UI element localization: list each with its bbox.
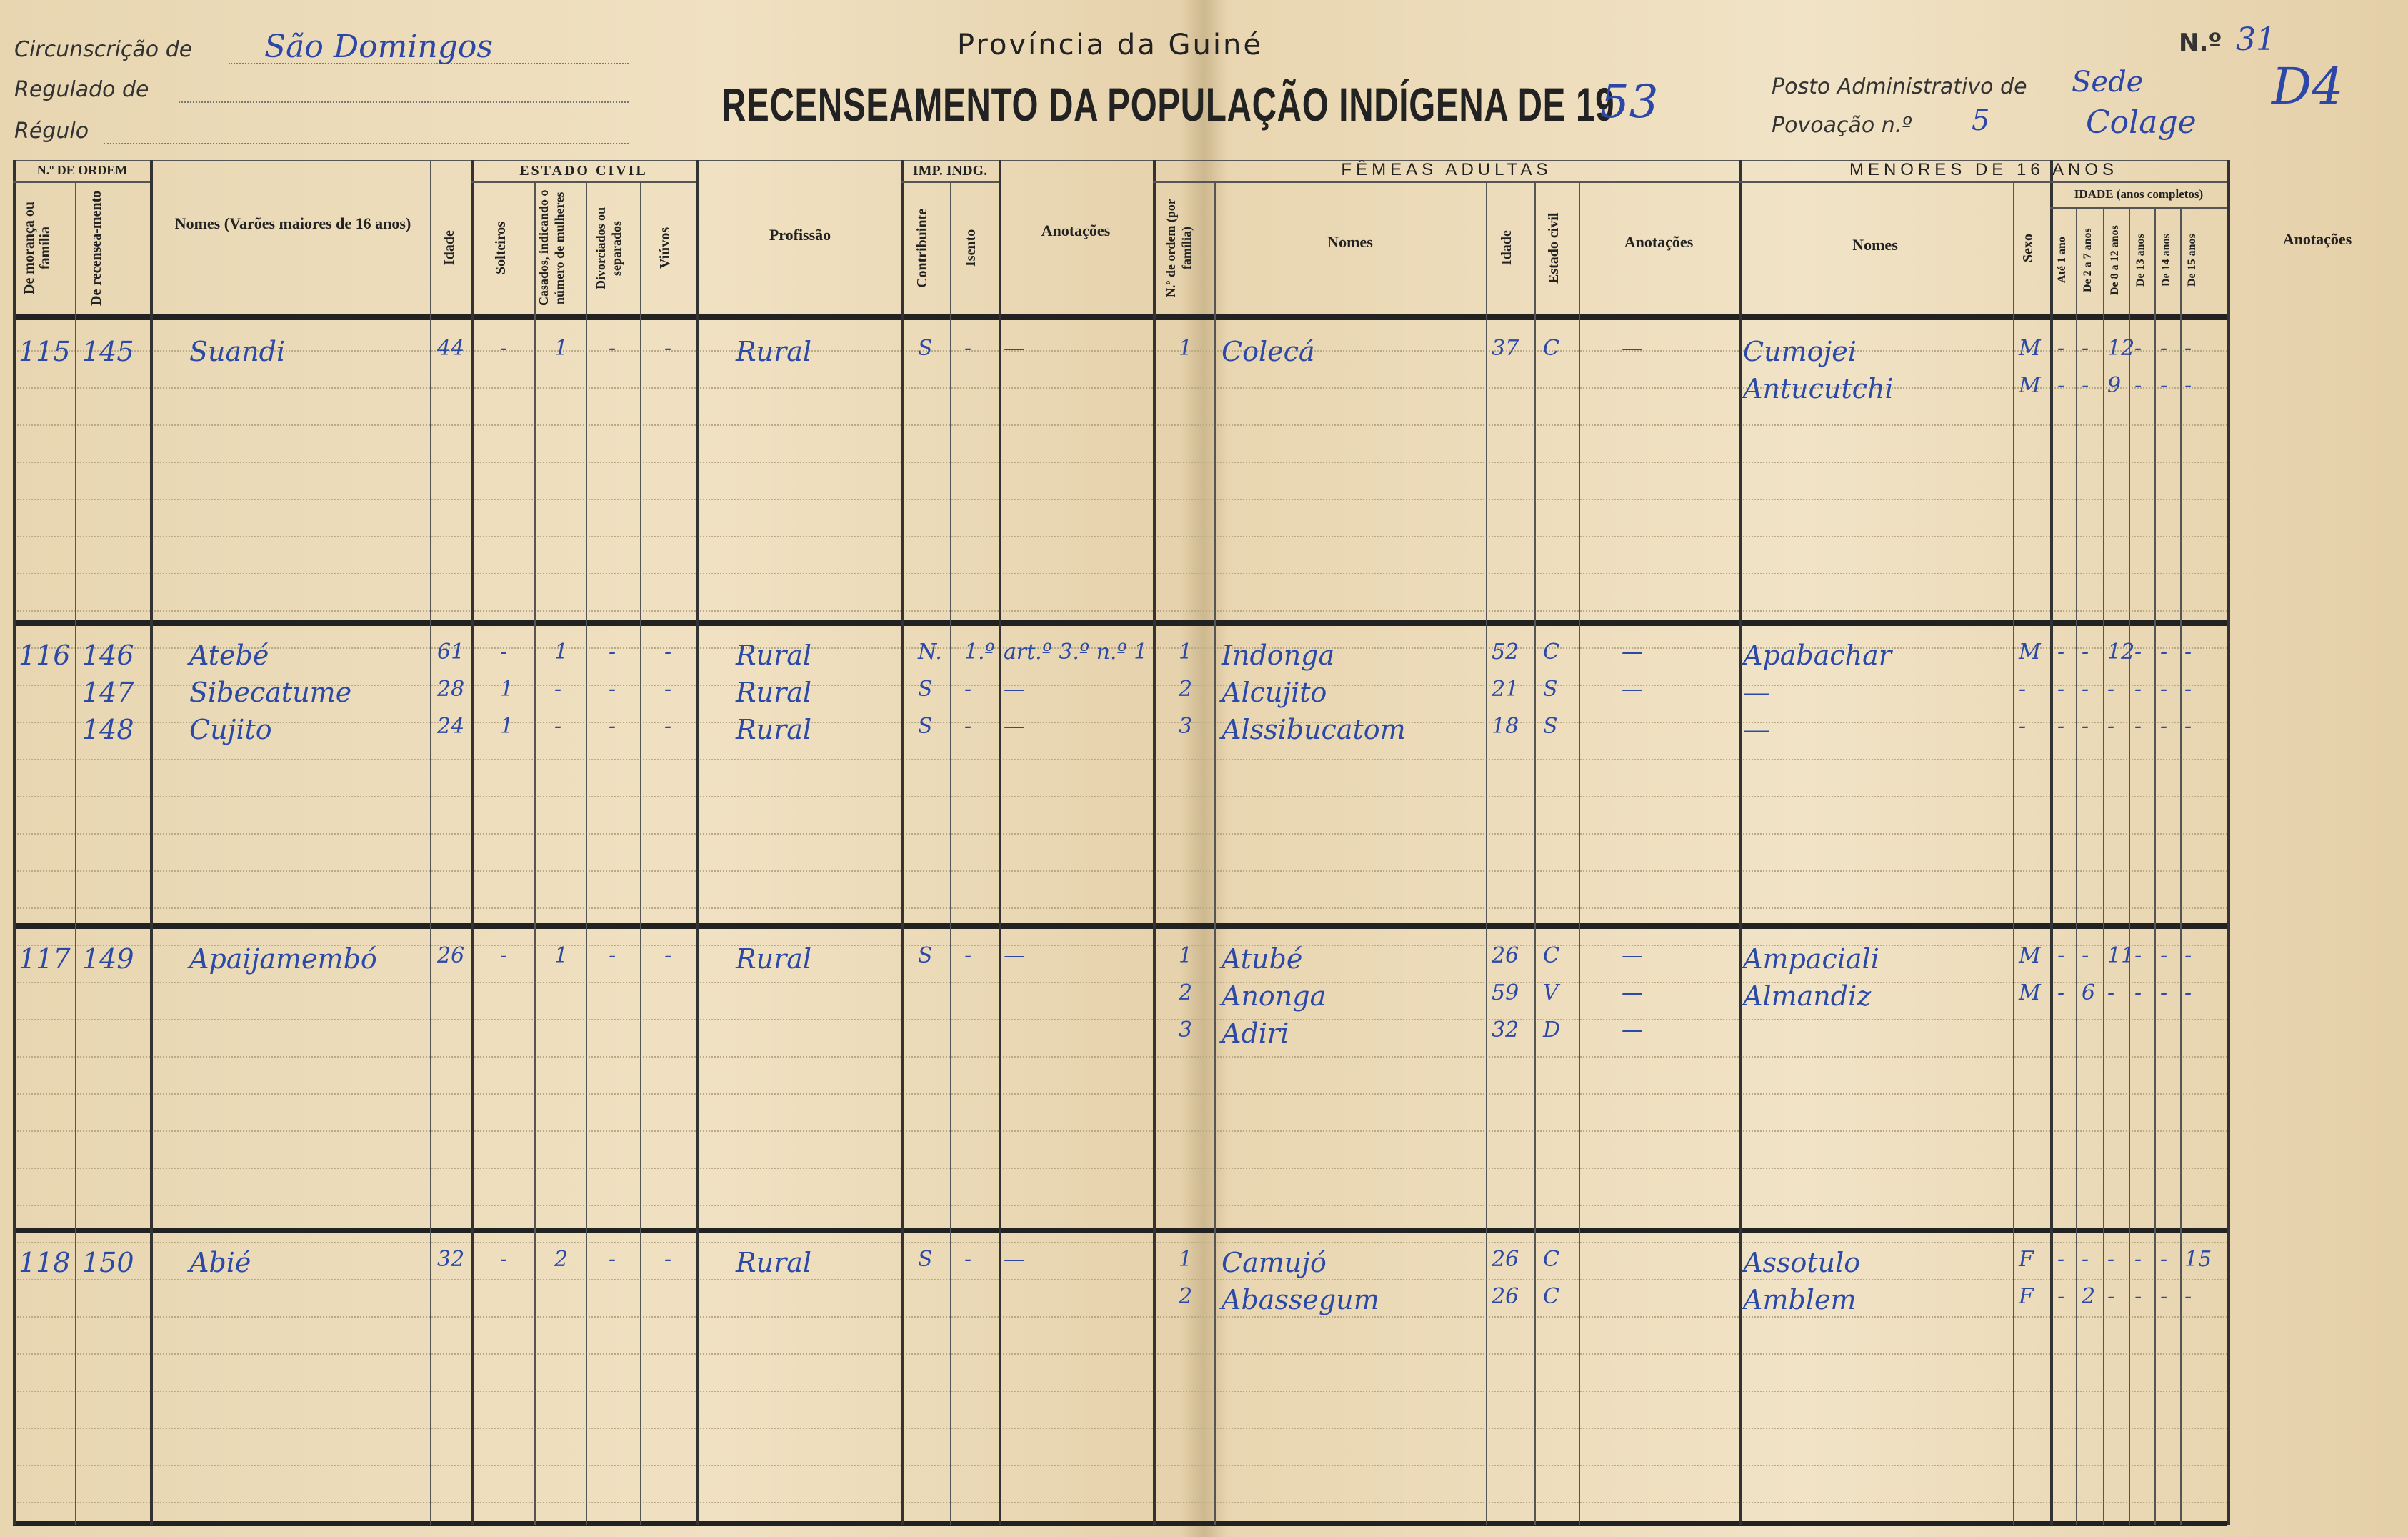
female-age: 26: [1492, 943, 1519, 968]
female-civil-status: C: [1543, 640, 1559, 665]
ruled-line: [14, 1316, 2227, 1318]
ruled-line: [14, 796, 2227, 797]
profissao-value: Rural: [736, 714, 812, 745]
female-civil-status: S: [1543, 714, 1558, 739]
col-rule: [696, 160, 699, 1525]
female-civil-status: C: [1543, 336, 1559, 361]
minor-age-8-12: -: [2107, 677, 2115, 702]
col-moranca: De morança ou família: [21, 202, 53, 294]
female-age: 26: [1492, 1247, 1519, 1272]
table-bottom-rule: [13, 1521, 2227, 1526]
man-name: Atebé: [189, 640, 269, 671]
col-rule: [1579, 181, 1580, 1525]
circunscricao-value: São Domingos: [264, 29, 493, 65]
posto-value: Sede: [2072, 66, 2144, 99]
divorciado-mark: -: [609, 714, 616, 739]
corner-mark: D4: [2272, 57, 2344, 116]
col-rule: [2076, 207, 2077, 1525]
recenseamento-number: 148: [82, 714, 134, 745]
casado-mark: 1: [554, 336, 569, 361]
col-rule: [2227, 160, 2230, 1525]
divorciado-mark: -: [609, 677, 616, 702]
col-rule: [2103, 207, 2104, 1525]
recenseamento-number: 149: [82, 943, 134, 975]
man-age: 24: [437, 714, 465, 739]
minor-age-2-7: -: [2082, 640, 2089, 665]
minor-age-2-7: -: [2082, 714, 2089, 739]
contribuinte-mark: N.: [918, 640, 942, 665]
col-imp-indg: IMP. INDG.: [912, 163, 988, 179]
ruled-line: [14, 1279, 2227, 1280]
ruled-line: [14, 1205, 2227, 1206]
ruled-line: [14, 536, 2227, 537]
female-order-number: 1: [1179, 336, 1193, 361]
man-age: 26: [437, 943, 465, 968]
minor-age-8-12: 9: [2107, 373, 2122, 398]
minor-age-ate1: -: [2057, 943, 2065, 968]
isento-mark: -: [964, 943, 972, 968]
minor-sex: M: [2019, 943, 2041, 968]
minor-name: Ampaciali: [1743, 943, 1879, 975]
ruled-line: [14, 1056, 2227, 1058]
man-anotacao: —: [1004, 714, 1025, 739]
col-idade-femeas: Idade: [1499, 230, 1514, 266]
profissao-value: Rural: [736, 336, 812, 367]
minor-age-14: -: [2160, 943, 2168, 968]
regulo-label: Régulo: [14, 119, 89, 144]
col-viuvos: Viúvos: [657, 227, 673, 269]
recenseamento-number: 145: [82, 336, 134, 367]
minor-age-2-7: -: [2082, 677, 2089, 702]
contribuinte-mark: S: [918, 677, 933, 702]
female-civil-status: S: [1543, 677, 1558, 702]
minor-age-ate1: -: [2057, 1284, 2065, 1309]
female-civil-status: C: [1543, 943, 1559, 968]
minor-sex: -: [2019, 714, 2027, 739]
col-anotacoes: Anotações: [1041, 222, 1111, 239]
minor-age-14: -: [2160, 373, 2168, 398]
profissao-value: Rural: [736, 640, 812, 671]
povoacao-label: Povoação n.º: [1772, 113, 1912, 138]
col-rule: [901, 160, 904, 1525]
female-order-number: 2: [1179, 980, 1193, 1005]
minor-age-14: -: [2160, 714, 2168, 739]
ruled-line: [14, 982, 2227, 983]
solteiro-mark: -: [500, 336, 508, 361]
minor-age-14: -: [2160, 1284, 2168, 1309]
col-rule: [13, 160, 16, 1525]
family-divider: [13, 1228, 2227, 1233]
col-estado-civil: ESTADO CIVIL: [519, 163, 648, 179]
man-name: Sibecatume: [189, 677, 352, 708]
female-civil-status: D: [1543, 1018, 1561, 1043]
col-rule: [586, 181, 587, 1525]
isento-mark: -: [964, 336, 972, 361]
census-title: RECENSEAMENTO DA POPULAÇÃO INDÍGENA DE 19: [721, 78, 1615, 131]
casado-mark: -: [554, 677, 562, 702]
minor-age-ate1: -: [2057, 640, 2065, 665]
col-de-2-a-7: De 2 a 7 anos: [2082, 228, 2094, 292]
female-age: 32: [1492, 1018, 1519, 1043]
female-name: Camujó: [1222, 1247, 1327, 1278]
col-de-13: De 13 anos: [2134, 234, 2147, 287]
solteiro-mark: 1: [500, 677, 514, 702]
moranca-number: 117: [19, 943, 71, 975]
minor-age-14: -: [2160, 640, 2168, 665]
family-divider: [13, 923, 2227, 929]
ruled-line: [14, 387, 2227, 389]
viuvo-mark: -: [664, 1247, 672, 1272]
female-age: 52: [1492, 640, 1519, 665]
col-contribuinte: Contribuinte: [914, 208, 930, 288]
povoacao-number: 5: [1972, 104, 1990, 137]
female-age: 18: [1492, 714, 1519, 739]
female-name: Alcujito: [1222, 677, 1327, 708]
col-nomes-varoes: Nomes (Varões maiores de 16 anos): [174, 214, 411, 232]
man-name: Apaijamembó: [189, 943, 377, 975]
group-rule: [13, 181, 150, 183]
ruled-line: [14, 1242, 2227, 1243]
female-anotacao: —: [1622, 980, 1643, 1005]
female-order-number: 2: [1179, 677, 1193, 702]
group-rule: [2050, 207, 2227, 209]
female-name: Colecá: [1222, 336, 1315, 367]
recenseamento-number: 150: [82, 1247, 134, 1278]
col-rule: [75, 181, 76, 1525]
minor-name: Amblem: [1743, 1284, 1857, 1315]
ruled-line: [14, 462, 2227, 463]
female-order-number: 1: [1179, 943, 1193, 968]
viuvo-mark: -: [664, 714, 672, 739]
col-rule: [1214, 181, 1216, 1525]
col-recenseamento: De recensea-mento: [89, 190, 104, 306]
col-rule: [2050, 160, 2053, 1525]
isento-mark: 1.º: [964, 640, 995, 665]
man-age: 32: [437, 1247, 465, 1272]
col-femeas-adultas: FÊMEAS ADULTAS: [1341, 160, 1552, 179]
recenseamento-number: 146: [82, 640, 134, 671]
man-name: Suandi: [189, 336, 286, 367]
minor-age-15: -: [2184, 980, 2192, 1005]
minor-age-15: -: [2184, 640, 2192, 665]
man-age: 28: [437, 677, 465, 702]
man-name: Cujito: [189, 714, 272, 745]
census-year: 53: [1600, 76, 1659, 129]
minor-age-ate1: -: [2057, 980, 2065, 1005]
female-name: Atubé: [1222, 943, 1303, 975]
col-ordem-familia: N.º de ordem (por família): [1164, 199, 1194, 297]
minor-age-15: -: [2184, 714, 2192, 739]
col-rule: [999, 160, 1001, 1525]
regulado-line: [179, 101, 629, 103]
col-rule: [430, 160, 431, 1525]
viuvo-mark: -: [664, 677, 672, 702]
minor-age-15: -: [2184, 373, 2192, 398]
isento-mark: -: [964, 1247, 972, 1272]
casado-mark: 1: [554, 943, 569, 968]
ruled-line: [14, 1019, 2227, 1020]
ruled-line: [14, 1502, 2227, 1503]
minor-age-15: 15: [2184, 1247, 2212, 1272]
divorciado-mark: -: [609, 943, 616, 968]
minor-age-8-12: -: [2107, 1247, 2115, 1272]
casado-mark: -: [554, 714, 562, 739]
man-anotacao: —: [1004, 677, 1025, 702]
ruled-line: [14, 833, 2227, 835]
man-anotacao: —: [1004, 943, 1025, 968]
moranca-number: 118: [19, 1247, 71, 1278]
minor-sex: M: [2019, 980, 2041, 1005]
col-estado-civil-femeas: Estado civil: [1546, 212, 1562, 284]
ruled-line: [14, 907, 2227, 909]
group-rule: [1739, 181, 2227, 183]
group-rule: [471, 181, 696, 183]
female-anotacao: —: [1622, 336, 1643, 361]
minor-name: Assotulo: [1743, 1247, 1861, 1278]
minor-age-14: -: [2160, 677, 2168, 702]
minor-age-13: -: [2134, 1247, 2142, 1272]
col-rule: [471, 160, 474, 1525]
ruled-line: [14, 1168, 2227, 1169]
col-rule: [640, 181, 641, 1525]
minor-age-ate1: -: [2057, 677, 2065, 702]
ruled-line: [14, 350, 2227, 352]
ruled-line: [14, 1465, 2227, 1466]
divorciado-mark: -: [609, 336, 616, 361]
minor-age-8-12: 11: [2107, 943, 2135, 968]
minor-age-15: -: [2184, 1284, 2192, 1309]
recenseamento-number: 147: [82, 677, 134, 708]
profissao-value: Rural: [736, 943, 812, 975]
minor-name: Apabachar: [1743, 640, 1892, 671]
minor-age-ate1: -: [2057, 1247, 2065, 1272]
minor-age-8-12: 12: [2107, 336, 2135, 361]
col-nomes-femeas: Nomes: [1327, 233, 1373, 251]
solteiro-mark: -: [500, 943, 508, 968]
col-ate-1-ano: Até 1 ano: [2056, 237, 2068, 284]
minor-age-13: -: [2134, 336, 2142, 361]
ruled-line: [14, 722, 2227, 723]
minor-sex: M: [2019, 336, 2041, 361]
minor-age-14: -: [2160, 336, 2168, 361]
female-order-number: 1: [1179, 640, 1193, 665]
col-rule: [1486, 181, 1487, 1525]
viuvo-mark: -: [664, 336, 672, 361]
man-age: 44: [437, 336, 465, 361]
ruled-line: [14, 1428, 2227, 1429]
col-rule: [2013, 181, 2014, 1525]
col-rule: [150, 160, 153, 1525]
header-bottom-rule: [13, 314, 2227, 320]
minor-name: Almandiz: [1743, 980, 1872, 1012]
minor-sex: F: [2019, 1284, 2034, 1309]
col-de-14: De 14 anos: [2160, 234, 2172, 287]
female-age: 21: [1492, 677, 1519, 702]
col-anotacoes-menores: Anotações: [2282, 230, 2352, 248]
profissao-value: Rural: [736, 1247, 812, 1278]
isento-mark: -: [964, 714, 972, 739]
minor-age-ate1: -: [2057, 714, 2065, 739]
ruled-line: [14, 424, 2227, 426]
female-name: Abassegum: [1222, 1284, 1379, 1315]
minor-age-2-7: -: [2082, 943, 2089, 968]
female-age: 37: [1492, 336, 1519, 361]
ruled-line: [14, 499, 2227, 500]
col-nomes-menores: Nomes: [1852, 236, 1898, 254]
minor-age-2-7: -: [2082, 1247, 2089, 1272]
man-anotacao: art.º 3.º n.º 1: [1004, 640, 1148, 665]
ruled-line: [14, 1353, 2227, 1355]
female-anotacao: —: [1622, 677, 1643, 702]
moranca-number: 115: [19, 336, 71, 367]
regulo-line: [104, 143, 629, 144]
minor-age-13: -: [2134, 943, 2142, 968]
minor-age-2-7: 6: [2082, 980, 2096, 1005]
female-civil-status: C: [1543, 1284, 1559, 1309]
col-rule: [1534, 181, 1536, 1525]
female-order-number: 3: [1179, 714, 1193, 739]
col-solteiros: Solteiros: [493, 221, 509, 275]
minor-age-8-12: -: [2107, 980, 2115, 1005]
col-idade: Idade: [441, 230, 457, 266]
minor-sex: F: [2019, 1247, 2034, 1272]
minor-age-13: -: [2134, 980, 2142, 1005]
female-age: 26: [1492, 1284, 1519, 1309]
man-anotacao: —: [1004, 336, 1025, 361]
ruled-line: [14, 1130, 2227, 1132]
minor-age-ate1: -: [2057, 373, 2065, 398]
ruled-line: [14, 1391, 2227, 1392]
minor-age-8-12: -: [2107, 1284, 2115, 1309]
man-age: 61: [437, 640, 465, 665]
divorciado-mark: -: [609, 1247, 616, 1272]
col-sexo: Sexo: [2020, 234, 2036, 262]
solteiro-mark: -: [500, 640, 508, 665]
female-name: Adiri: [1222, 1018, 1289, 1049]
col-casados: Casados, indicando o número de mulheres: [536, 189, 566, 307]
posto-label: Posto Administrativo de: [1772, 74, 2027, 99]
col-idade-anos: IDADE (anos completos): [2074, 187, 2204, 201]
minor-name: Antucutchi: [1743, 373, 1894, 404]
female-anotacao: —: [1622, 640, 1643, 665]
povoacao-name: Colage: [2086, 104, 2197, 141]
col-de-15: De 15 anos: [2186, 234, 2198, 287]
minor-age-ate1: -: [2057, 336, 2065, 361]
ruled-line: [14, 1093, 2227, 1095]
minor-age-2-7: -: [2082, 336, 2089, 361]
minor-age-15: -: [2184, 943, 2192, 968]
minor-age-15: -: [2184, 336, 2192, 361]
moranca-number: 116: [19, 640, 71, 671]
minor-age-13: -: [2134, 1284, 2142, 1309]
contribuinte-mark: S: [918, 714, 933, 739]
col-no-ordem: N.º DE ORDEM: [36, 163, 128, 177]
minor-name: —: [1743, 714, 1770, 745]
group-rule: [1153, 181, 1739, 183]
minor-sex: M: [2019, 373, 2041, 398]
female-order-number: 3: [1179, 1018, 1193, 1043]
minor-age-15: -: [2184, 677, 2192, 702]
viuvo-mark: -: [664, 943, 672, 968]
minor-age-8-12: -: [2107, 714, 2115, 739]
minor-sex: M: [2019, 640, 2041, 665]
col-profissao: Profissão: [769, 226, 831, 244]
minor-age-14: -: [2160, 980, 2168, 1005]
female-name: Anonga: [1222, 980, 1327, 1012]
family-divider: [13, 620, 2227, 626]
isento-mark: -: [964, 677, 972, 702]
group-rule: [901, 181, 999, 183]
female-name: Alssibucatom: [1222, 714, 1406, 745]
man-anotacao: —: [1004, 1247, 1025, 1272]
female-age: 59: [1492, 980, 1519, 1005]
ruled-line: [14, 573, 2227, 574]
col-de-8-a-12: De 8 a 12 anos: [2109, 225, 2121, 295]
solteiro-mark: 1: [500, 714, 514, 739]
female-civil-status: C: [1543, 1247, 1559, 1272]
profissao-value: Rural: [736, 677, 812, 708]
col-rule: [2154, 207, 2156, 1525]
minor-age-2-7: 2: [2082, 1284, 2096, 1309]
female-order-number: 2: [1179, 1284, 1193, 1309]
minor-age-2-7: -: [2082, 373, 2089, 398]
female-civil-status: V: [1543, 980, 1559, 1005]
female-order-number: 1: [1179, 1247, 1193, 1272]
numero-label: N.º: [2179, 29, 2222, 57]
minor-sex: -: [2019, 677, 2027, 702]
minor-name: Cumojei: [1743, 336, 1857, 367]
viuvo-mark: -: [664, 640, 672, 665]
col-rule: [1739, 160, 1742, 1525]
col-anotacoes-femeas: Anotações: [1624, 233, 1694, 251]
man-name: Abié: [189, 1247, 251, 1278]
female-name: Indonga: [1222, 640, 1335, 671]
minor-age-13: -: [2134, 714, 2142, 739]
ruled-line: [14, 759, 2227, 760]
col-rule: [950, 181, 951, 1525]
ruled-line: [14, 870, 2227, 872]
female-anotacao: —: [1622, 1018, 1643, 1043]
contribuinte-mark: S: [918, 336, 933, 361]
regulado-label: Regulado de: [14, 77, 149, 102]
female-anotacao: —: [1622, 943, 1643, 968]
col-divorciados: Divorciados ou separados: [594, 207, 624, 289]
minor-name: —: [1743, 677, 1770, 708]
casado-mark: 1: [554, 640, 569, 665]
minor-age-14: -: [2160, 1247, 2168, 1272]
casado-mark: 2: [554, 1247, 569, 1272]
col-isento: Isento: [963, 229, 979, 267]
minor-age-13: -: [2134, 677, 2142, 702]
divorciado-mark: -: [609, 640, 616, 665]
numero-value: 31: [2236, 21, 2276, 58]
contribuinte-mark: S: [918, 943, 933, 968]
circunscricao-label: Circunscrição de: [14, 37, 193, 62]
ruled-line: [14, 610, 2227, 612]
contribuinte-mark: S: [918, 1247, 933, 1272]
col-menores: MENORES DE 16 ANOS: [1849, 160, 2119, 179]
provincia-heading: Província da Guiné: [957, 29, 1263, 61]
col-rule: [534, 181, 536, 1525]
minor-age-8-12: 12: [2107, 640, 2135, 665]
minor-age-13: -: [2134, 640, 2142, 665]
minor-age-13: -: [2134, 373, 2142, 398]
solteiro-mark: -: [500, 1247, 508, 1272]
col-rule: [1153, 160, 1156, 1525]
col-rule: [2129, 207, 2130, 1525]
col-rule: [2180, 207, 2182, 1525]
